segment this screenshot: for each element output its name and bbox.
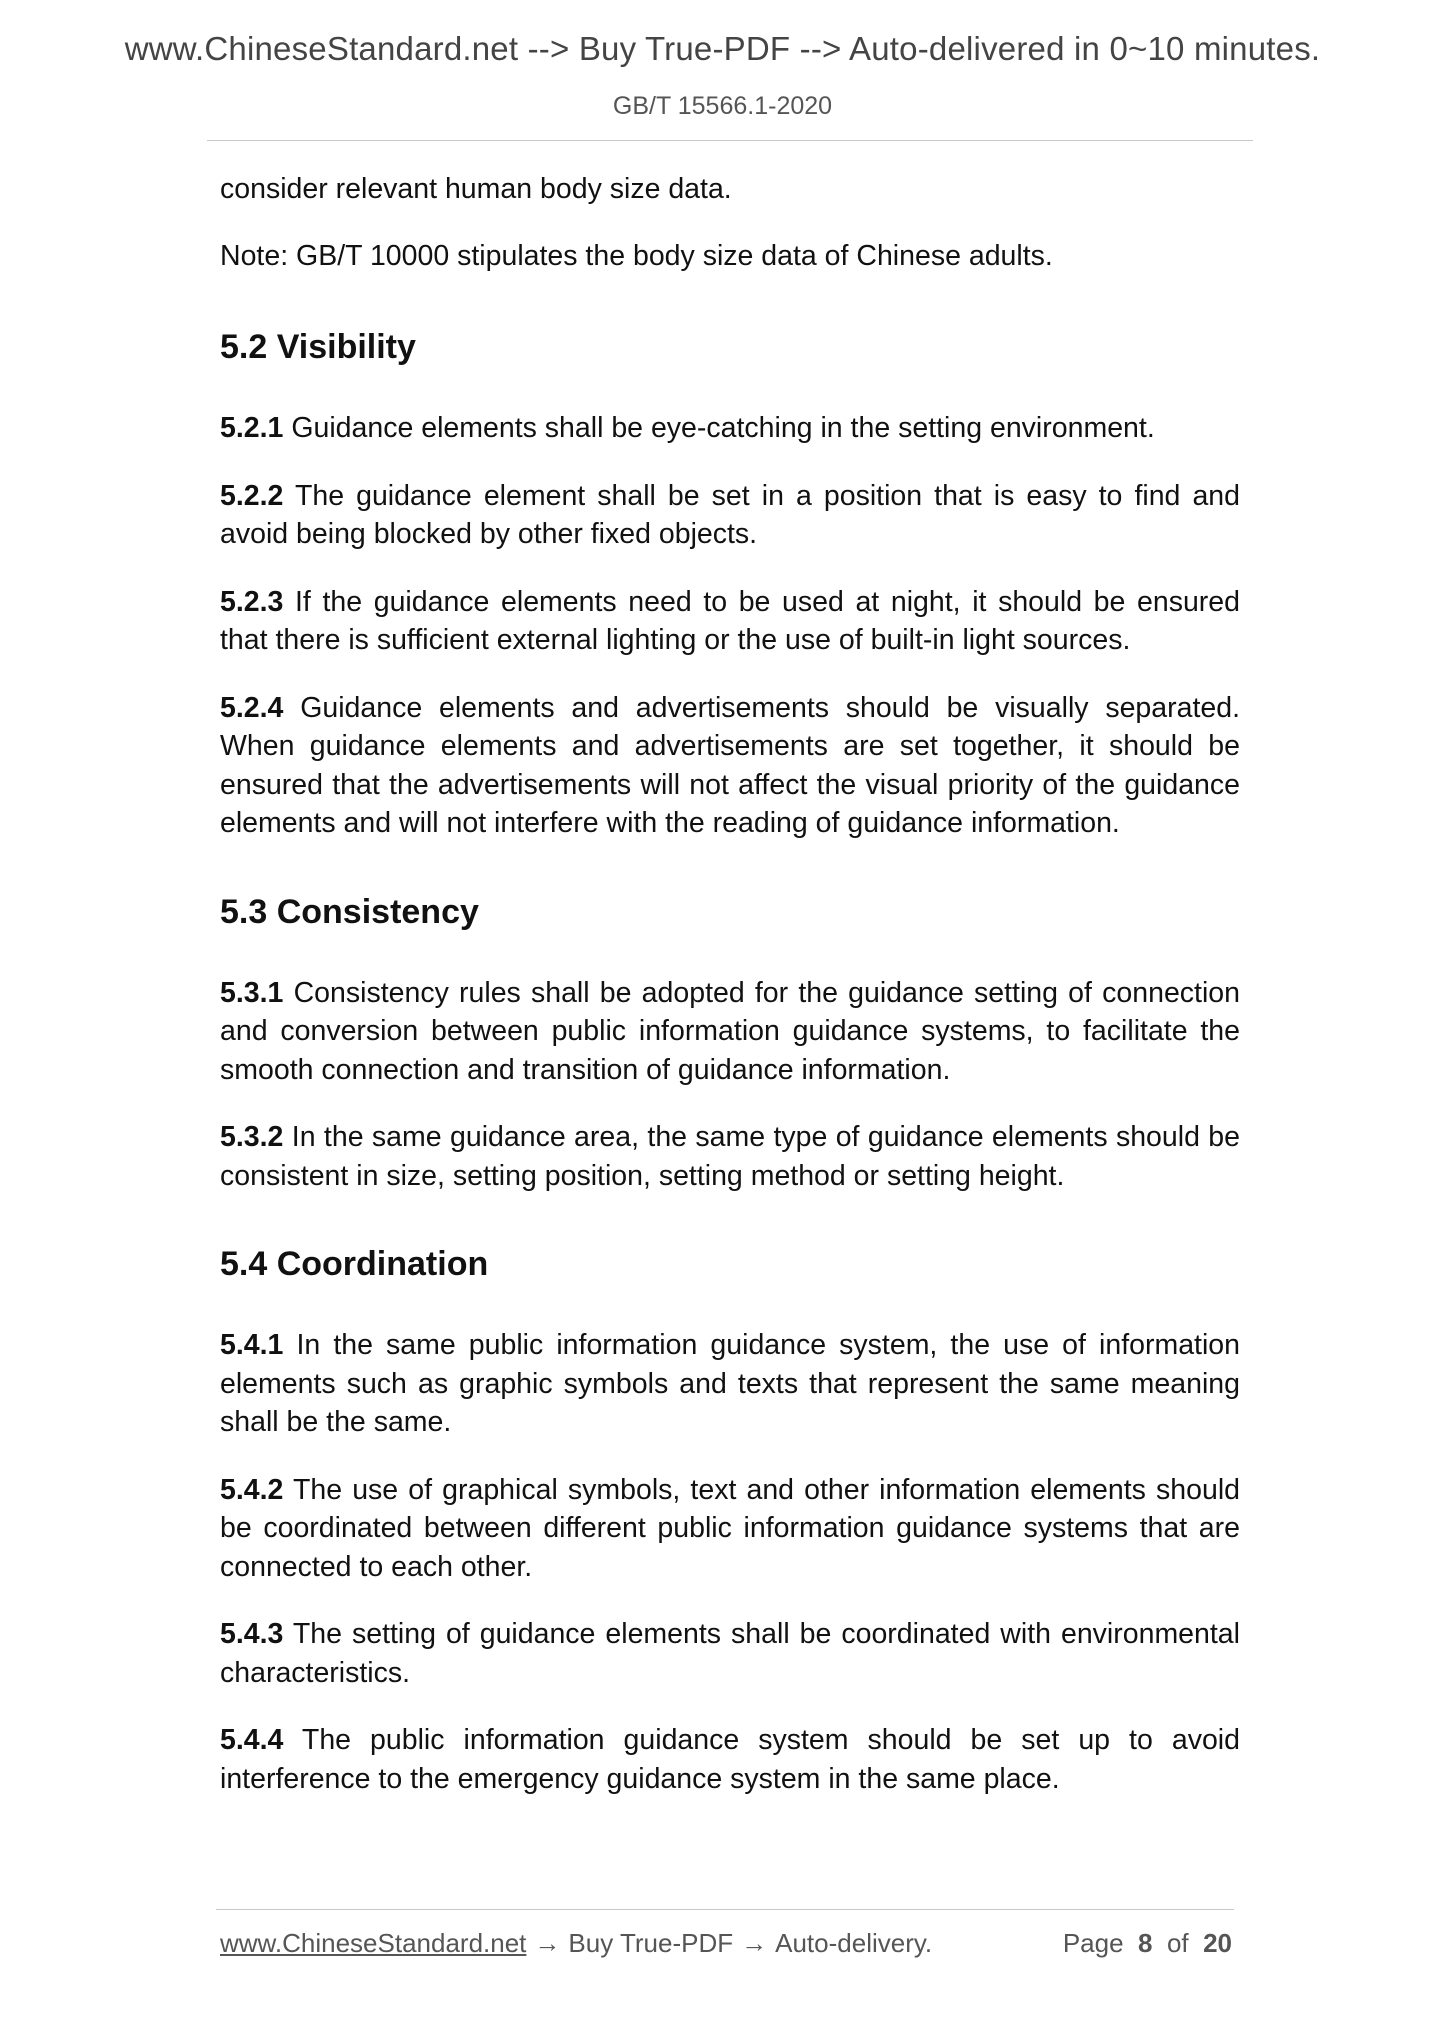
- clause-number: 5.3.1: [220, 976, 284, 1009]
- note-text: Note: GB/T 10000 stipulates the body size data of Chinese adults.: [220, 239, 1053, 272]
- clause-number: 5.2.3: [220, 585, 284, 618]
- section-heading-coordination: 5.4 Coordination: [220, 1245, 489, 1283]
- clause-5-4-3: [220, 1615, 1240, 1692]
- page-of-label: of: [1166, 1928, 1189, 1958]
- clause-text: The guidance element shall be set in a position that is easy to find and avoid being blocked by other fixed objects.: [220, 479, 1241, 550]
- right-arrow-icon: →: [741, 1928, 768, 1958]
- clause-5-4-4: [220, 1721, 1240, 1798]
- clause-5-3-2: [220, 1118, 1240, 1195]
- page-footer: [220, 1928, 1232, 1959]
- page-content: [220, 170, 1240, 1798]
- top-banner: www.ChineseStandard.net --> Buy True-PDF --> Auto-delivered in 0~10 minutes.: [124, 30, 1321, 67]
- clause-5-2-4: [220, 689, 1240, 843]
- section-heading-consistency: 5.3 Consistency: [220, 892, 479, 931]
- continuation-text: consider relevant human body size data.: [220, 173, 732, 205]
- page-indicator: [1063, 1928, 1232, 1959]
- page-label: Page: [1062, 1928, 1124, 1958]
- clause-number: 5.4.4: [220, 1724, 284, 1756]
- clause-text: If the guidance elements need to be used at night, it should be ensured that there is sufficient external lighting or the use of built-in light sources.: [220, 585, 1240, 656]
- clause-5-2-3: [220, 583, 1240, 660]
- document-code: GB/T 15566.1-2020: [612, 92, 833, 120]
- clause-number: 5.2.1: [220, 412, 284, 444]
- clause-number: 5.4.3: [220, 1618, 284, 1650]
- clause-5-2-2: [220, 477, 1240, 554]
- clause-5-2-1: [220, 409, 1240, 448]
- clause-text: In the same public information guidance system, the use of information elements such as graphic symbols and texts that represent the same meaning shall be the same.: [220, 1329, 1240, 1438]
- clause-number: 5.2.4: [220, 691, 284, 724]
- clause-number: 5.4.1: [220, 1329, 284, 1361]
- clause-text: The public information guidance system should be set up to avoid interference to the emergency guidance system in the same place.: [220, 1724, 1240, 1795]
- clause-number: 5.3.2: [220, 1121, 284, 1153]
- clause-text: The setting of guidance elements shall be coordinated with environmental characteristics.: [220, 1618, 1240, 1689]
- right-arrow-icon: →: [534, 1928, 561, 1958]
- clause-text: In the same guidance area, the same type of guidance elements should be consistent in size, setting position, setting method or setting height.: [220, 1121, 1241, 1192]
- clause-text: Guidance elements and advertisements should be visually separated. When guidance elements and advertisements are set together, it should be ensured that the advertisements will not affect the visual priority of the guidance elements and will not interfere with the reading of guidance information.: [220, 691, 1240, 839]
- clause-5-4-1: [220, 1326, 1240, 1442]
- clause-number: 5.4.2: [220, 1473, 284, 1506]
- footer-divider: [216, 1909, 1234, 1910]
- clause-number: 5.2.2: [220, 479, 284, 512]
- clause-text: Consistency rules shall be adopted for the guidance setting of connection and conversion between public information guidance systems, to facilitate the smooth connection and transition of guidance information.: [220, 976, 1240, 1086]
- section-heading-visibility: 5.2 Visibility: [220, 328, 416, 366]
- clause-5-4-2: [220, 1471, 1240, 1587]
- clause-text: The use of graphical symbols, text and other information elements should be coordinated between different public information guidance systems that are connected to each other.: [220, 1473, 1240, 1583]
- website-link[interactable]: www.ChineseStandard.net: [220, 1928, 527, 1958]
- page-current: 8: [1138, 1928, 1153, 1958]
- delivery-text: Auto-delivery.: [775, 1928, 933, 1958]
- header-divider: [207, 140, 1253, 141]
- page-total: 20: [1203, 1928, 1232, 1958]
- clause-text: Guidance elements shall be eye-catching in the setting environment.: [291, 412, 1155, 444]
- clause-5-3-1: [220, 974, 1240, 1090]
- buy-text: Buy True-PDF: [568, 1928, 734, 1958]
